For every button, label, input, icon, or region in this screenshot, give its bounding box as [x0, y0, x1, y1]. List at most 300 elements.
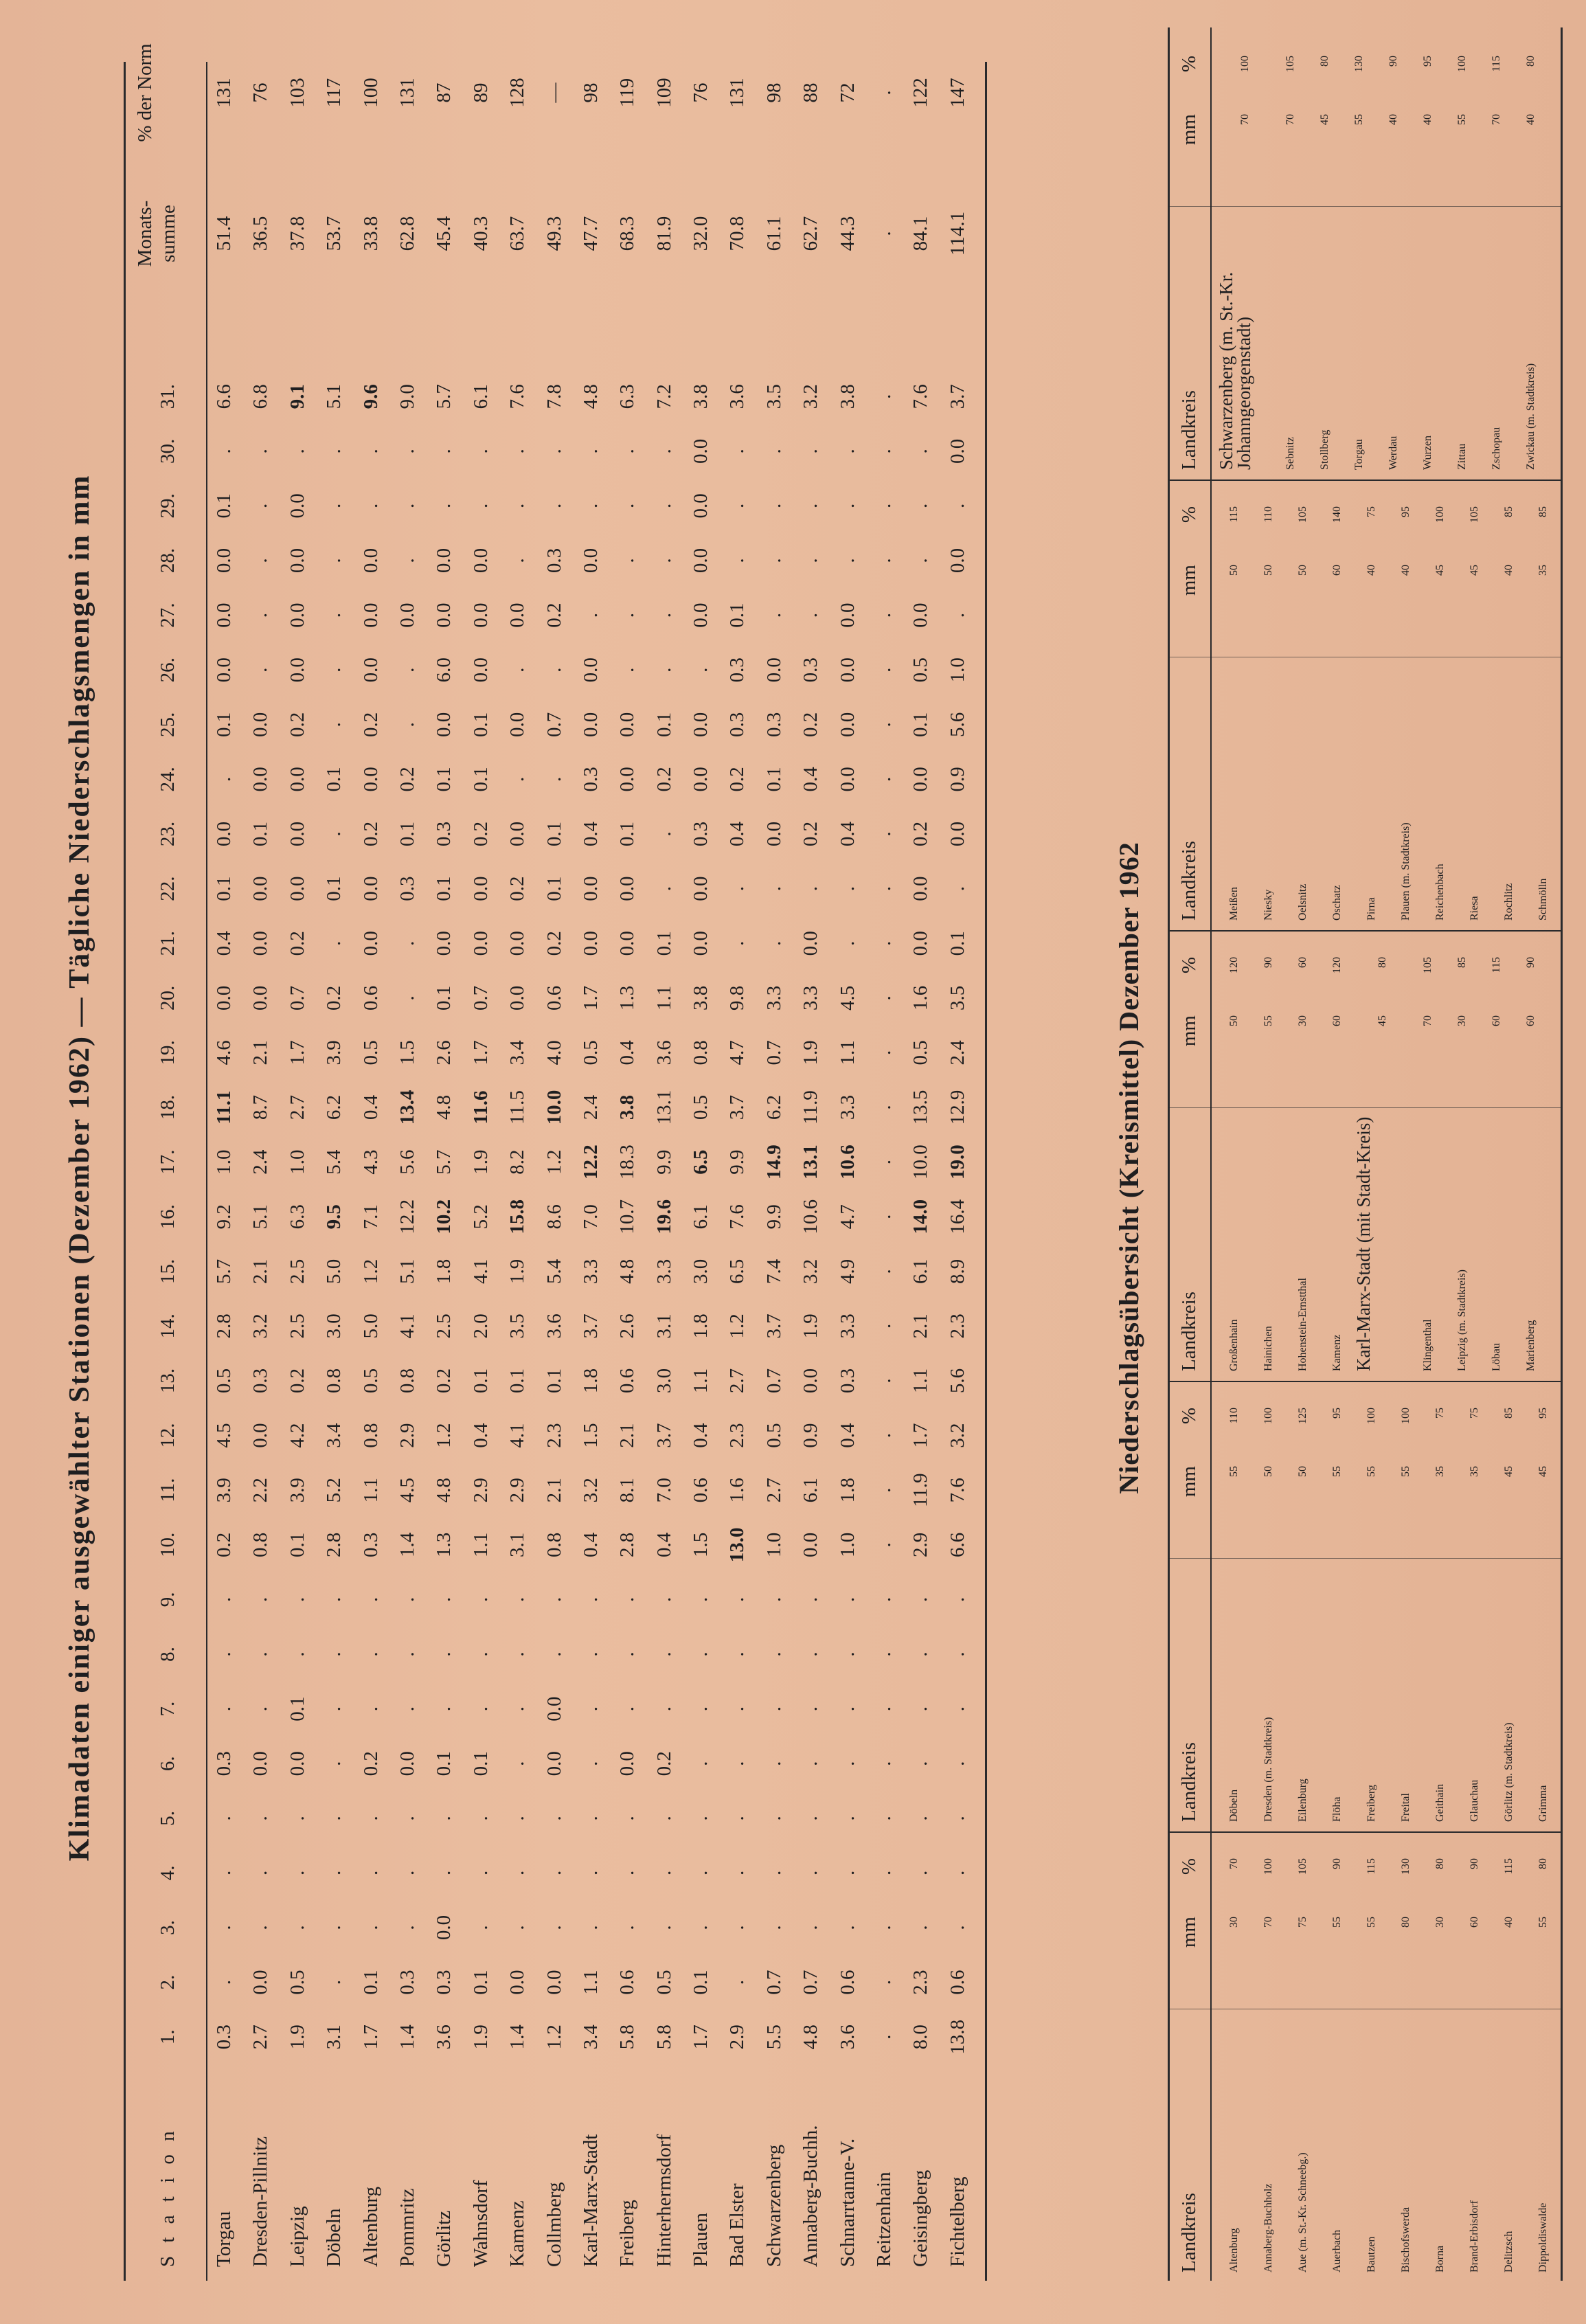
header-mm: mm: [1178, 565, 1200, 596]
precip-value: 0.2: [653, 1751, 675, 1776]
mm-value: 70: [1284, 114, 1296, 125]
percent-value: 100: [1262, 1408, 1274, 1424]
landkreis-name: Bischofswerda: [1400, 2207, 1412, 2272]
precip-value: 3.8: [690, 384, 712, 409]
landkreis-name: Delitzsch: [1503, 2231, 1515, 2272]
precip-value: .: [396, 1816, 418, 1821]
precip-value: .: [213, 776, 235, 782]
precip-value: 4.0: [543, 1040, 565, 1065]
percent-value: 140: [1331, 506, 1343, 523]
precip-value: .: [616, 449, 639, 454]
precip-value: 0.0: [286, 493, 308, 519]
precip-value: 0.7: [469, 985, 492, 1011]
precip-value: 1.4: [506, 2024, 529, 2050]
precip-value: 2.9: [506, 1478, 529, 1503]
precip-value: .: [359, 1706, 382, 1712]
mm-value: 50: [1262, 1466, 1274, 1477]
precip-value: .: [873, 394, 896, 399]
station-name: Annaberg-Buchh.: [800, 2125, 822, 2267]
landkreis-name: Zschopau: [1491, 427, 1502, 470]
precip-value: 15.8: [506, 1199, 529, 1234]
precip-value: 0.3: [396, 1970, 418, 1995]
precip-value: 0.0: [616, 1751, 639, 1776]
precip-value: 0.0: [543, 1696, 565, 1722]
precip-value: .: [946, 1816, 968, 1821]
precip-value: 0.3: [433, 1970, 455, 1995]
precip-value: 0.0: [469, 876, 492, 901]
percent-value: 100: [1262, 1858, 1274, 1875]
precip-value: .: [396, 722, 418, 727]
precip-value: 0.2: [543, 931, 565, 956]
precip-value: 0.0: [909, 767, 932, 792]
table-row: [940, 62, 976, 2281]
precip-value: 0.7: [286, 985, 308, 1011]
precip-value: .: [506, 449, 529, 454]
precip-value: .: [909, 1651, 932, 1657]
mm-value: 60: [1469, 1917, 1480, 1928]
percent-of-norm: 103: [286, 78, 308, 108]
precip-value: .: [690, 1597, 712, 1603]
precip-value: 6.2: [323, 1094, 345, 1120]
precip-value: 5.0: [323, 1259, 345, 1284]
precip-value: 1.0: [836, 1532, 859, 1557]
precip-value: .: [543, 667, 565, 673]
header-percent: %: [1178, 1408, 1200, 1425]
percent-of-norm: 100: [359, 78, 382, 108]
precip-value: .: [543, 1816, 565, 1821]
station-name: Geisingberg: [909, 2169, 932, 2267]
precip-value: 18.3: [616, 1144, 639, 1180]
percent-value: 100: [1366, 1408, 1377, 1424]
precip-value: .: [762, 449, 785, 454]
precip-value: 8.1: [616, 1478, 639, 1503]
precip-value: .: [726, 1925, 749, 1930]
precip-value: 0.0: [579, 712, 602, 737]
precip-value: 0.5: [286, 1970, 308, 1995]
percent-value: 85: [1503, 506, 1515, 517]
precip-value: .: [800, 612, 822, 618]
precip-value: 3.5: [762, 384, 785, 409]
station-name: Reitzenhain: [873, 2171, 896, 2267]
precip-value: .: [836, 1651, 859, 1657]
precip-value: 0.0: [359, 876, 382, 901]
precip-value: 0.0: [286, 548, 308, 574]
precip-value: .: [359, 449, 382, 454]
header-station: S t a t i o n: [157, 2127, 179, 2267]
monthly-sum: .: [873, 231, 896, 236]
column-divider: [1168, 1381, 1561, 1382]
precip-value: .: [836, 1925, 859, 1930]
precip-value: 2.7: [726, 1368, 749, 1394]
precip-value: .: [323, 722, 345, 727]
precip-value: 0.1: [359, 1970, 382, 1995]
precip-value: 5.6: [396, 1149, 418, 1175]
precip-value: 0.3: [213, 1751, 235, 1776]
table-header-row: [124, 43, 206, 2281]
precip-value: 2.1: [909, 1313, 932, 1339]
precip-value: 1.9: [469, 1149, 492, 1175]
precip-value: .: [396, 503, 418, 509]
mm-value: 50: [1228, 1015, 1240, 1026]
mm-value: 55: [1456, 114, 1468, 125]
precip-value: 6.5: [690, 1149, 712, 1175]
precip-value: 0.0: [616, 931, 639, 956]
precip-value: 0.1: [469, 712, 492, 737]
precip-value: 0.0: [286, 876, 308, 901]
landkreis-name: Wurzen: [1422, 436, 1434, 470]
precip-value: 0.0: [506, 821, 529, 847]
table-row: [903, 62, 939, 2281]
precip-value: 0.2: [286, 712, 308, 737]
precip-value: 0.2: [543, 602, 565, 628]
percent-value: 100: [1400, 1408, 1412, 1424]
precip-value: 2.9: [469, 1478, 492, 1503]
precip-value: 0.0: [579, 876, 602, 901]
mm-value: 50: [1297, 1466, 1309, 1477]
precip-value: .: [213, 1870, 235, 1876]
precip-value: .: [873, 1706, 896, 1712]
mm-value: 50: [1297, 565, 1309, 576]
precip-value: 4.3: [359, 1149, 382, 1175]
precip-value: .: [579, 503, 602, 509]
monthly-sum: 63.7: [506, 216, 529, 251]
percent-of-norm: 131: [213, 78, 235, 108]
precip-value: 0.0: [286, 1751, 308, 1776]
precip-value: .: [909, 1706, 932, 1712]
precip-value: .: [762, 1925, 785, 1930]
percent-of-norm: 109: [653, 78, 675, 108]
precip-value: 0.4: [836, 821, 859, 847]
precip-value: 0.4: [579, 821, 602, 847]
monthly-sum: 62.8: [396, 216, 418, 251]
header-day: 19.: [157, 1040, 179, 1065]
precip-value: .: [873, 1542, 896, 1548]
table-row: [830, 62, 866, 2281]
precip-value: 2.8: [213, 1313, 235, 1339]
precip-value: .: [579, 1651, 602, 1657]
precip-value: 0.1: [433, 1751, 455, 1776]
precip-value: 1.1: [359, 1478, 382, 1503]
precip-value: .: [873, 1050, 896, 1056]
precip-value: 0.2: [800, 821, 822, 847]
landkreis-name: Niesky: [1262, 889, 1274, 921]
landkreis-name: Eilenburg: [1297, 1779, 1309, 1822]
precip-value: .: [726, 1706, 749, 1712]
header-percent: %: [1178, 957, 1200, 974]
precip-value: .: [433, 1870, 455, 1876]
precip-value: .: [469, 1597, 492, 1603]
precip-value: 5.6: [946, 712, 968, 737]
header-day: 5.: [157, 1810, 179, 1826]
percent-value: 80: [1434, 1858, 1446, 1869]
precip-value: 1.9: [506, 1259, 529, 1284]
precip-value: .: [323, 1761, 345, 1766]
precip-value: .: [762, 1651, 785, 1657]
precip-value: 0.0: [249, 931, 272, 956]
precip-value: 4.7: [726, 1040, 749, 1065]
precip-value: 1.7: [690, 2024, 712, 2050]
precip-value: 0.1: [433, 876, 455, 901]
precip-value: .: [213, 1706, 235, 1712]
precip-value: .: [762, 940, 785, 946]
header-day: 16.: [157, 1204, 179, 1230]
precip-value: 1.3: [433, 1532, 455, 1557]
precip-value: 13.4: [396, 1090, 418, 1125]
precip-value: 1.7: [909, 1423, 932, 1448]
precip-value: 0.1: [690, 1970, 712, 1995]
precip-value: .: [249, 1925, 272, 1930]
precip-value: .: [873, 1159, 896, 1165]
percent-of-norm: —: [543, 82, 565, 103]
precip-value: .: [396, 995, 418, 1001]
precip-value: .: [579, 1706, 602, 1712]
precip-value: 6.8: [249, 384, 272, 409]
precip-value: .: [873, 449, 896, 454]
precip-value: 0.8: [543, 1532, 565, 1557]
precip-value: .: [506, 1651, 529, 1657]
precip-value: .: [469, 1816, 492, 1821]
percent-value: 105: [1297, 506, 1309, 523]
percent-value: 90: [1331, 1858, 1343, 1869]
precip-value: .: [249, 1816, 272, 1821]
precip-value: 0.5: [690, 1094, 712, 1120]
landkreis-name: Zittau: [1456, 443, 1468, 470]
precip-value: 3.7: [946, 384, 968, 409]
monthly-sum: 61.1: [762, 216, 785, 251]
precip-value: .: [726, 1816, 749, 1821]
precip-value: 0.2: [726, 767, 749, 792]
precip-value: .: [873, 1214, 896, 1219]
precip-value: .: [873, 1979, 896, 1985]
precip-value: .: [653, 1816, 675, 1821]
precip-value: .: [506, 1816, 529, 1821]
landkreis-name: Leipzig (m. Stadtkreis): [1456, 1270, 1468, 1371]
percent-of-norm: 88: [800, 82, 822, 103]
precip-value: 0.1: [469, 1368, 492, 1394]
mm-value: 35: [1537, 565, 1549, 576]
percent-value: 75: [1434, 1408, 1446, 1419]
precip-value: 5.6: [946, 1368, 968, 1394]
station-name: Hinterhermsdorf: [653, 2134, 675, 2267]
precip-value: 0.4: [653, 1532, 675, 1557]
mm-value: 50: [1228, 565, 1240, 576]
precip-value: 0.0: [286, 767, 308, 792]
daily-precipitation-table: [124, 43, 976, 2281]
precip-value: .: [396, 558, 418, 563]
precip-value: 0.0: [909, 876, 932, 901]
table-row: [866, 62, 903, 2281]
precip-value: .: [286, 1870, 308, 1876]
precip-value: 3.7: [653, 1423, 675, 1448]
precip-value: 0.1: [323, 876, 345, 901]
landkreis-name: Oschatz: [1331, 885, 1343, 921]
precip-value: 3.2: [946, 1423, 968, 1448]
precip-value: 0.0: [396, 1751, 418, 1776]
precip-value: 5.8: [653, 2024, 675, 2050]
precip-value: 5.4: [543, 1259, 565, 1284]
precip-value: .: [946, 1706, 968, 1712]
precip-value: 0.0: [359, 657, 382, 683]
precip-value: 0.2: [800, 712, 822, 737]
precip-value: .: [873, 1432, 896, 1439]
header-percent-norm: % der Norm: [134, 43, 156, 142]
precip-value: .: [616, 1597, 639, 1603]
precip-value: 3.9: [213, 1478, 235, 1503]
precip-value: .: [909, 558, 932, 563]
mm-value: 70: [1422, 1015, 1434, 1026]
header-day: 31.: [157, 384, 179, 409]
precip-value: .: [213, 1597, 235, 1603]
percent-value: 110: [1228, 1408, 1240, 1424]
precip-value: .: [873, 1651, 896, 1657]
precip-value: 0.0: [213, 548, 235, 574]
station-name: Altenburg: [359, 2186, 382, 2267]
precip-value: 1.2: [359, 1259, 382, 1284]
header-day: 28.: [157, 548, 179, 574]
landkreis-name: Pirna: [1366, 897, 1377, 921]
precip-value: .: [396, 1651, 418, 1657]
precip-value: 0.0: [359, 548, 382, 574]
percent-value: 80: [1319, 56, 1330, 67]
precip-value: .: [616, 1925, 639, 1930]
precip-value: 1.6: [726, 1478, 749, 1503]
precip-value: .: [909, 1816, 932, 1821]
precip-value: 0.0: [690, 438, 712, 464]
precip-value: 9.1: [286, 384, 308, 409]
precip-value: 4.8: [800, 2024, 822, 2050]
landkreis-name: Löbau: [1491, 1343, 1502, 1371]
precip-value: 7.6: [506, 384, 529, 409]
landkreis-name: Hohenstein-Ernstthal: [1297, 1278, 1309, 1371]
precip-value: 0.0: [469, 602, 492, 628]
precip-value: 0.5: [359, 1368, 382, 1394]
mm-value: 30: [1434, 1917, 1446, 1928]
percent-value: 85: [1537, 506, 1549, 517]
precip-value: 0.0: [579, 548, 602, 574]
landkreis-name: Torgau: [1353, 439, 1365, 470]
station-name: Torgau: [213, 2211, 235, 2267]
precip-value: 0.0: [433, 1915, 455, 1941]
precip-value: 0.1: [946, 931, 968, 956]
header-day: 23.: [157, 821, 179, 847]
precip-value: 1.9: [800, 1040, 822, 1065]
precip-value: 0.0: [213, 657, 235, 683]
percent-value: 100: [1239, 56, 1251, 72]
precip-value: .: [323, 612, 345, 618]
precip-value: .: [873, 667, 896, 673]
precip-value: .: [909, 503, 932, 509]
precip-value: 3.8: [836, 384, 859, 409]
precip-value: 0.0: [469, 931, 492, 956]
precip-value: 0.0: [359, 767, 382, 792]
precip-value: 2.3: [726, 1423, 749, 1448]
precip-value: 1.7: [286, 1040, 308, 1065]
precip-value: 0.1: [249, 821, 272, 847]
precip-value: 8.6: [543, 1204, 565, 1230]
precip-value: 1.2: [726, 1313, 749, 1339]
precip-value: 0.0: [249, 712, 272, 737]
precip-value: 3.4: [579, 2024, 602, 2050]
precip-value: 0.2: [359, 1751, 382, 1776]
precip-value: 0.3: [543, 548, 565, 574]
landkreis-name: Werdau: [1387, 436, 1399, 470]
precip-value: 0.5: [909, 1040, 932, 1065]
mm-value: 55: [1366, 1917, 1377, 1928]
header-day: 4.: [157, 1865, 179, 1881]
precip-value: .: [469, 1706, 492, 1712]
precip-value: .: [946, 1651, 968, 1657]
precip-value: 0.0: [579, 657, 602, 683]
header-day: 3.: [157, 1920, 179, 1935]
mm-value: 45: [1503, 1466, 1515, 1477]
header-landkreis: Landkreis: [1178, 2193, 1200, 2272]
precip-value: 1.1: [836, 1040, 859, 1065]
table-row: [206, 62, 242, 2281]
page-title: Klimadaten einiger ausgewählter Stationen (Dezember 1962) — Tägliche Niederschlagsmengen in mm: [64, 474, 95, 1862]
table-row: [573, 62, 609, 2281]
landkreis-name: Aue (m. St.-Kr. Schneebg.): [1297, 2152, 1309, 2272]
header-landkreis: Landkreis: [1178, 1742, 1200, 1822]
precip-value: 1.9: [800, 1313, 822, 1339]
precip-value: 0.2: [323, 985, 345, 1011]
precip-value: 2.9: [396, 1423, 418, 1448]
header-mm: mm: [1178, 1015, 1200, 1047]
mm-value: 55: [1331, 1466, 1343, 1477]
mm-value: 80: [1400, 1917, 1412, 1928]
precip-value: .: [836, 885, 859, 892]
precip-value: 7.6: [946, 1478, 968, 1503]
precip-value: 6.3: [286, 1204, 308, 1230]
monthly-sum: 84.1: [909, 216, 932, 251]
header-day: 24.: [157, 767, 179, 792]
landkreis-name: Riesa: [1469, 896, 1480, 921]
percent-value: 120: [1331, 957, 1343, 973]
mm-value: 40: [1400, 565, 1412, 576]
mm-value: 55: [1262, 1015, 1274, 1026]
landkreis-name: Glauchau: [1469, 1779, 1480, 1822]
precip-value: 2.9: [909, 1532, 932, 1557]
precip-value: 0.8: [690, 1040, 712, 1065]
precip-value: 3.6: [433, 2024, 455, 2050]
header-day: 11.: [157, 1478, 179, 1502]
mm-value: 70: [1491, 114, 1502, 125]
precip-value: 8.9: [946, 1259, 968, 1284]
precip-value: .: [762, 1761, 785, 1766]
precip-value: 1.4: [396, 1532, 418, 1557]
precip-value: 3.8: [616, 1094, 639, 1120]
precip-value: 0.0: [690, 876, 712, 901]
precip-value: .: [690, 1816, 712, 1821]
precip-value: 0.0: [616, 876, 639, 901]
table-row: [793, 62, 829, 2281]
precip-value: .: [249, 558, 272, 563]
table-row: [316, 62, 352, 2281]
precip-value: 10.7: [616, 1199, 639, 1234]
precip-value: 0.2: [286, 1368, 308, 1394]
percent-of-norm: 119: [616, 78, 639, 108]
precip-value: .: [873, 940, 896, 946]
precip-value: .: [543, 1870, 565, 1876]
precip-value: .: [653, 667, 675, 673]
precip-value: 8.2: [506, 1149, 529, 1175]
precip-value: 0.0: [249, 985, 272, 1011]
mm-value: 70: [1239, 114, 1251, 125]
precip-value: 0.0: [690, 931, 712, 956]
table-row: [389, 62, 426, 2281]
precip-value: .: [469, 1925, 492, 1930]
precip-value: 0.2: [286, 931, 308, 956]
precip-value: 0.0: [543, 1751, 565, 1776]
